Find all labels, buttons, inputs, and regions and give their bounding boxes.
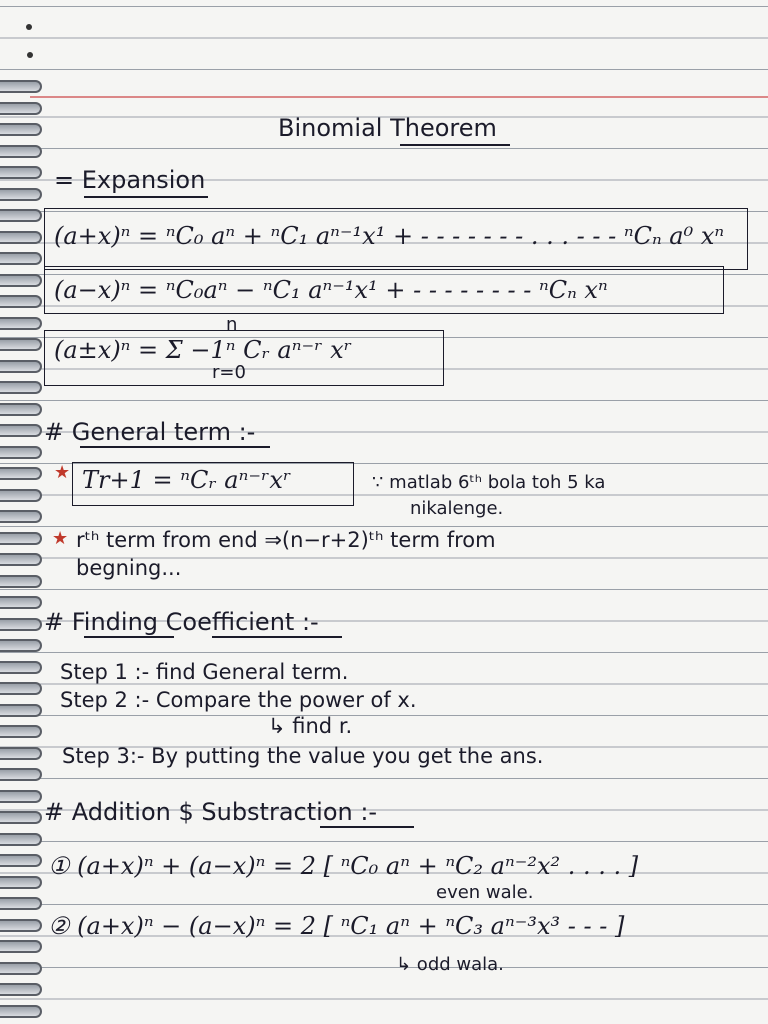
star-icon: ★ [54, 462, 71, 483]
spiral-ring [0, 854, 42, 867]
spiral-ring [0, 704, 42, 717]
spiral-ring [0, 166, 42, 179]
title-underline [400, 144, 510, 146]
general-term-heading: # General term :- [44, 418, 256, 446]
general-term-note: ∵ matlab 6ᵗʰ bola toh 5 ka [372, 472, 606, 493]
addition-heading: # Addition $ Substraction :- [44, 798, 378, 826]
spiral-ring [0, 790, 42, 803]
subtraction-note: ↳ odd wala. [396, 954, 504, 975]
spiral-ring [0, 145, 42, 158]
finding-coefficient-heading: # Finding Coefficient :- [44, 608, 319, 636]
spiral-ring [0, 209, 42, 222]
spiral-ring [0, 919, 42, 932]
spiral-ring [0, 768, 42, 781]
spiral-ring [0, 231, 42, 244]
top-margin-line [30, 96, 768, 98]
spiral-ring [0, 338, 42, 351]
spiral-ring [0, 553, 42, 566]
expansion-underline [84, 196, 208, 198]
spiral-ring [0, 575, 42, 588]
step-3: Step 3:- By putting the value you get the ans. [62, 744, 544, 768]
spiral-ring [0, 403, 42, 416]
step-2: Step 2 :- Compare the power of x. [60, 688, 417, 712]
spiral-ring [0, 661, 42, 674]
spiral-ring [0, 188, 42, 201]
spiral-ring [0, 811, 42, 824]
sum-lower-limit: r=0 [212, 362, 246, 383]
spiral-ring [0, 532, 42, 545]
spiral-ring [0, 489, 42, 502]
general-term-underline [80, 446, 270, 448]
spiral-ring [0, 295, 42, 308]
spiral-ring [0, 1005, 42, 1018]
addition-note: even wale. [436, 882, 534, 903]
spiral-ring [0, 80, 42, 93]
spiral-ring [0, 274, 42, 287]
subtraction-equation: ② (a+x)ⁿ − (a−x)ⁿ = 2 [ ⁿC₁ aⁿ + ⁿC₃ aⁿ⁻³x³ - - - ] [48, 912, 625, 940]
spiral-ring [0, 747, 42, 760]
spiral-ring [0, 833, 42, 846]
spiral-ring [0, 317, 42, 330]
spiral-ring [0, 876, 42, 889]
page-title: Binomial Theorem [278, 114, 497, 142]
spiral-ring [0, 962, 42, 975]
spiral-ring [0, 639, 42, 652]
addition-underline [320, 826, 414, 828]
spiral-ring [0, 446, 42, 459]
spiral-ring [0, 102, 42, 115]
formula-expansion-minus: (a−x)ⁿ = ⁿC₀aⁿ − ⁿC₁ aⁿ⁻¹x¹ + - - - - - - - - ⁿCₙ xⁿ [54, 276, 608, 304]
addition-equation: ① (a+x)ⁿ + (a−x)ⁿ = 2 [ ⁿC₀ aⁿ + ⁿC₂ aⁿ⁻²x² . . . . ] [48, 852, 639, 880]
spiral-ring [0, 618, 42, 631]
sum-upper-limit: n [226, 314, 238, 335]
finding-underline [84, 636, 174, 638]
spiral-ring [0, 596, 42, 609]
step-1: Step 1 :- find General term. [60, 660, 349, 684]
formula-expansion-plus: (a+x)ⁿ = ⁿC₀ aⁿ + ⁿC₁ aⁿ⁻¹x¹ + - - - - - - - . . . - - - ⁿCₙ a⁰ xⁿ [54, 222, 725, 250]
spiral-ring [0, 360, 42, 373]
punch-hole [27, 52, 33, 58]
star-icon: ★ [52, 528, 69, 549]
spiral-ring [0, 467, 42, 480]
punch-hole [26, 24, 32, 30]
coefficient-underline [212, 636, 342, 638]
formula-expansion-sum: (a±x)ⁿ = Σ −1ⁿ Cᵣ aⁿ⁻ʳ xʳ [54, 336, 352, 364]
spiral-binding [0, 80, 44, 1024]
rth-term-from-end-cont: begning... [76, 556, 182, 580]
spiral-ring [0, 510, 42, 523]
spiral-ring [0, 983, 42, 996]
step-2-sub: ↳ find r. [268, 714, 353, 738]
spiral-ring [0, 252, 42, 265]
expansion-heading: = Expansion [54, 166, 206, 194]
spiral-ring [0, 123, 42, 136]
general-term-note-cont: nikalenge. [410, 498, 504, 519]
general-term-formula: Tr+1 = ⁿCᵣ aⁿ⁻ʳxʳ [82, 466, 292, 494]
spiral-ring [0, 940, 42, 953]
spiral-ring [0, 682, 42, 695]
spiral-ring [0, 897, 42, 910]
spiral-ring [0, 424, 42, 437]
spiral-ring [0, 725, 42, 738]
spiral-ring [0, 381, 42, 394]
rth-term-from-end: rᵗʰ term from end ⇒(n−r+2)ᵗʰ term from [76, 528, 496, 552]
